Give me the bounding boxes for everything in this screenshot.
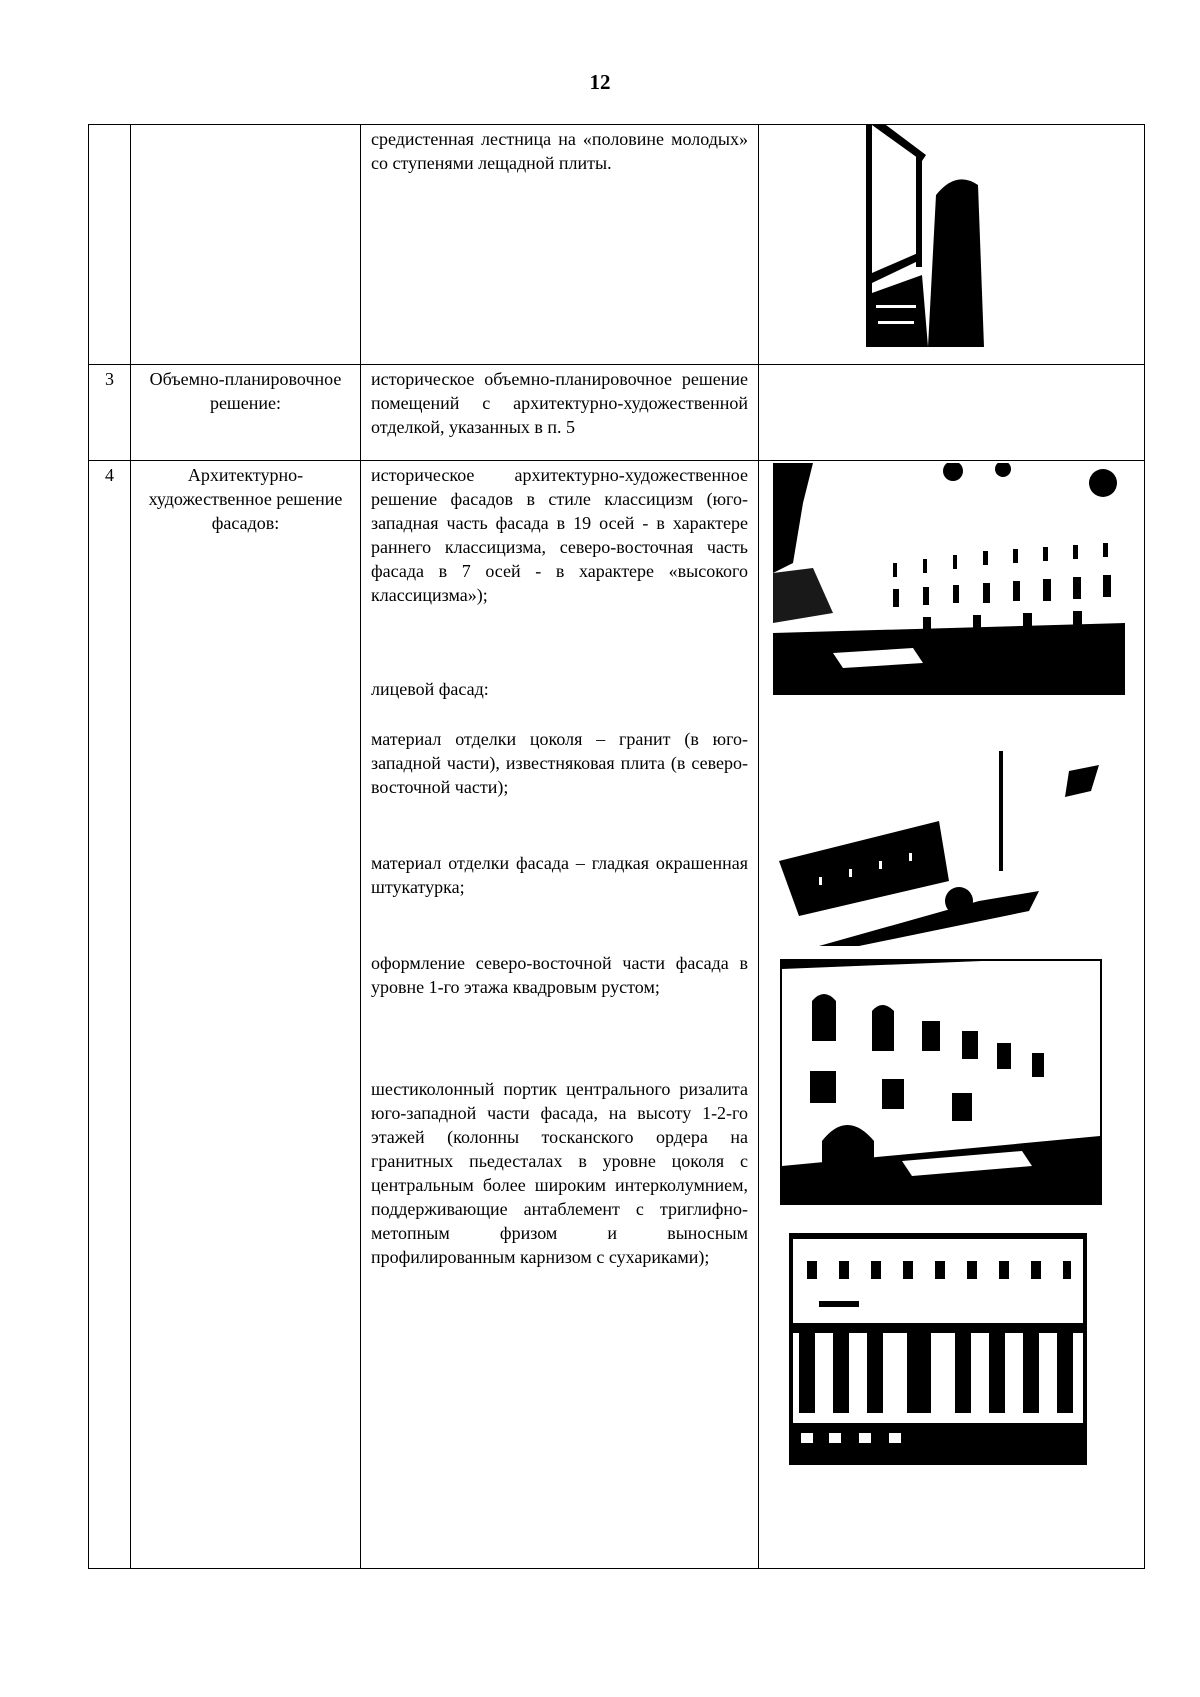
row-name: Объемно-планировочное решение: [131, 365, 361, 461]
staircase-photo [866, 125, 1007, 347]
row-number: 3 [89, 365, 131, 461]
description-text: историческое объемно-планировочное решение помещений с архитектурно-художественной отделкой, указанных в п. 5 [371, 369, 748, 437]
row-description [361, 125, 759, 365]
description-text: оформление северо-восточной части фасада в уровне 1-го этажа квадровым рустом; [371, 953, 748, 997]
facade-photo [773, 463, 1125, 695]
rustication-photo [780, 959, 1102, 1205]
row-name: Архитектурно-художественное решение фасадов: [131, 461, 361, 1569]
table-row [89, 461, 1145, 1569]
page-number: 12 [589, 70, 611, 94]
photo-cell [759, 461, 1145, 1569]
row-number [89, 125, 131, 365]
description-text: материал отделки фасада – гладкая окрашенная штукатурка; [371, 853, 748, 897]
document-table [88, 124, 1145, 1569]
description-text: средистенная лестница на «половине молодых» со ступенями лещадной плиты. [371, 129, 748, 173]
description-text: шестиколонный портик центрального ризалита юго-западной части фасада, на высоту 1-2-го этажей (колонны тосканского ордера на гранитных пьедесталах в уровне цоколя с центральным более широким интерколумнием, поддерживающие антаблемент с триглифно-метопным фризом и выносным профилированным карнизом с сухариками); [371, 1079, 748, 1267]
table-row [89, 365, 1145, 461]
description-text: материал отделки цоколя – гранит (в юго-западной части), известняковая плита (в северо-восточной части); [371, 729, 748, 797]
table-row [89, 125, 1145, 365]
row-number: 4 [89, 461, 131, 1569]
row-description [361, 461, 759, 1569]
row-name [131, 125, 361, 365]
row-description [361, 365, 759, 461]
description-text: лицевой фасад: [371, 679, 489, 699]
photo-cell [759, 125, 1145, 365]
plinth-photo [779, 751, 1125, 946]
description-text: решение фасадов в стиле классицизм (юго-западная часть фасада в 19 осей - в характере раннего классицизма, северо-восточная часть фасада в 7 осей - в характере «высокого классицизма»); [371, 489, 748, 605]
portico-photo [789, 1233, 1087, 1465]
description-text: историческое архитектурно-художественное [371, 465, 748, 485]
photo-cell [759, 365, 1145, 461]
